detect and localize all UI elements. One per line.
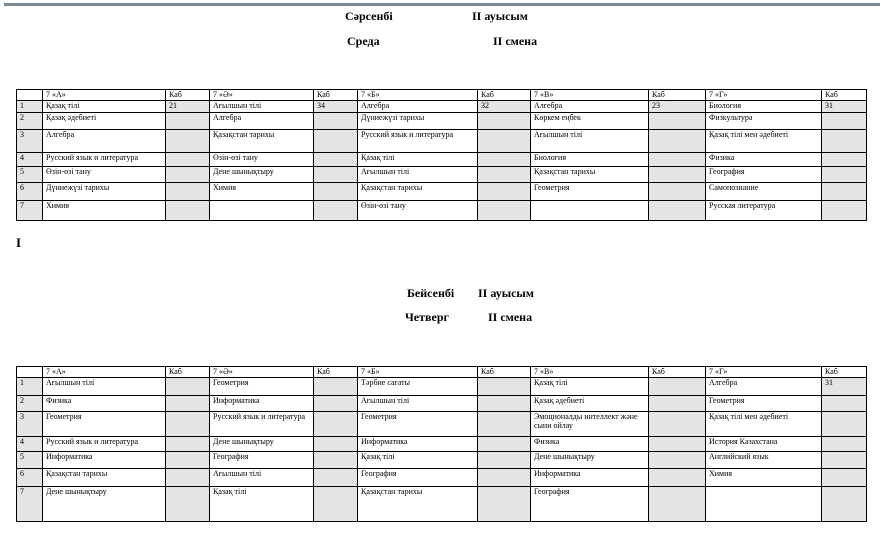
day1-ru-shift: II смена: [493, 34, 538, 48]
subject-cell: Геометрия: [210, 378, 314, 396]
text-cursor-mark: I: [16, 235, 22, 250]
header-cell-room: Каб: [649, 90, 706, 101]
subject-cell: Алгебра: [210, 113, 314, 130]
header-cell-class: 7 «Г»: [706, 367, 822, 378]
subject-cell: Қазақ тілі: [43, 101, 166, 113]
room-cell: [166, 452, 210, 469]
header-cell-class: 7 «Б»: [358, 367, 478, 378]
header-cell-class: 7 «В»: [531, 367, 649, 378]
room-cell: [314, 487, 358, 522]
subject-cell: Қазақ тілі мен әдебиеті: [706, 412, 822, 437]
room-cell: [649, 378, 706, 396]
subject-cell: География: [531, 487, 649, 522]
subject-cell: Биология: [706, 101, 822, 113]
header-cell-room: Каб: [822, 90, 867, 101]
subject-cell: Ағылшын тілі: [210, 101, 314, 113]
subject-cell: [210, 201, 314, 221]
subject-cell: Геометрия: [531, 183, 649, 201]
room-cell: [166, 130, 210, 153]
subject-cell: Физкультура: [706, 113, 822, 130]
room-cell: [314, 452, 358, 469]
room-cell: [822, 130, 867, 153]
subject-cell: Ағылшын тілі: [531, 130, 649, 153]
room-cell: [478, 396, 531, 412]
room-cell: [822, 452, 867, 469]
header-cell-class: 7 «В»: [531, 90, 649, 101]
header-cell-room: Каб: [478, 90, 531, 101]
lesson-number-cell: 1: [17, 101, 43, 113]
day2-kz-shift: II ауысым: [478, 286, 534, 300]
room-cell: [166, 183, 210, 201]
schedule-table-day1: [16, 89, 867, 221]
room-cell: 21: [166, 101, 210, 113]
lesson-number-cell: 5: [17, 167, 43, 183]
subject-cell: География: [210, 452, 314, 469]
subject-cell: Английский язык: [706, 452, 822, 469]
table-row: [17, 378, 867, 396]
room-cell: [649, 153, 706, 167]
subject-cell: Алгебра: [531, 101, 649, 113]
room-cell: [822, 153, 867, 167]
table-row: [17, 437, 867, 452]
header-cell-class: 7 «А»: [43, 367, 166, 378]
day2-ru-title: Четверг: [405, 310, 449, 324]
room-cell: [478, 378, 531, 396]
subject-cell: Ағылшын тілі: [43, 378, 166, 396]
room-cell: [478, 183, 531, 201]
header-cell-class: 7 «Г»: [706, 90, 822, 101]
lesson-number-cell: 7: [17, 201, 43, 221]
room-cell: [166, 396, 210, 412]
room-cell: [166, 153, 210, 167]
subject-cell: Физика: [706, 153, 822, 167]
room-cell: [649, 201, 706, 221]
header-cell-number: [17, 367, 43, 378]
day1-kz-shift: II ауысым: [472, 9, 528, 23]
subject-cell: Қазақстан тарихы: [358, 487, 478, 522]
lesson-number-cell: 3: [17, 130, 43, 153]
room-cell: [314, 469, 358, 487]
room-cell: [822, 487, 867, 522]
table-row: [17, 183, 867, 201]
subject-cell: Химия: [706, 469, 822, 487]
room-cell: [478, 113, 531, 130]
subject-cell: Русская литература: [706, 201, 822, 221]
lesson-number-cell: 2: [17, 396, 43, 412]
subject-cell: Алгебра: [358, 101, 478, 113]
subject-cell: Эмоционалды интеллект және сыни ойлау: [531, 412, 649, 437]
table-row: [17, 469, 867, 487]
subject-cell: Информатика: [43, 452, 166, 469]
room-cell: [478, 412, 531, 437]
subject-cell: Дене шынықтыру: [531, 452, 649, 469]
room-cell: [314, 437, 358, 452]
subject-cell: История Казахстана: [706, 437, 822, 452]
subject-cell: Русский язык и литература: [43, 437, 166, 452]
subject-cell: Қазақ әдебиеті: [43, 113, 166, 130]
room-cell: [478, 487, 531, 522]
subject-cell: Дене шынықтыру: [43, 487, 166, 522]
room-cell: [822, 167, 867, 183]
table-row: [17, 412, 867, 437]
subject-cell: Тәрбие сағаты: [358, 378, 478, 396]
room-cell: [166, 437, 210, 452]
lesson-number-cell: 4: [17, 153, 43, 167]
room-cell: [314, 378, 358, 396]
room-cell: [478, 201, 531, 221]
room-cell: [649, 183, 706, 201]
header-cell-class: 7 «Б»: [358, 90, 478, 101]
room-cell: [649, 113, 706, 130]
subject-cell: Қазақстан тарихы: [358, 183, 478, 201]
subject-cell: Қазақ тілі: [358, 153, 478, 167]
subject-cell: Русский язык и литература: [358, 130, 478, 153]
room-cell: [822, 113, 867, 130]
subject-cell: Ағылшын тілі: [358, 167, 478, 183]
subject-cell: Геометрия: [358, 412, 478, 437]
table-row: [17, 130, 867, 153]
lesson-number-cell: 4: [17, 437, 43, 452]
subject-cell: Қазақ тілі: [531, 378, 649, 396]
room-cell: 31: [822, 378, 867, 396]
room-cell: [649, 437, 706, 452]
room-cell: [649, 412, 706, 437]
lesson-number-cell: 3: [17, 412, 43, 437]
header-cell-room: Каб: [166, 367, 210, 378]
room-cell: [822, 201, 867, 221]
subject-cell: География: [706, 167, 822, 183]
room-cell: [314, 201, 358, 221]
room-cell: [649, 487, 706, 522]
subject-cell: Ағылшын тілі: [210, 469, 314, 487]
room-cell: [822, 412, 867, 437]
subject-cell: Алгебра: [706, 378, 822, 396]
table-row: [17, 167, 867, 183]
table-row: [17, 487, 867, 522]
lesson-number-cell: 5: [17, 452, 43, 469]
room-cell: [649, 469, 706, 487]
room-cell: [478, 469, 531, 487]
subject-cell: Информатика: [210, 396, 314, 412]
room-cell: 31: [822, 101, 867, 113]
table-row: [17, 153, 867, 167]
room-cell: [822, 396, 867, 412]
room-cell: [166, 201, 210, 221]
room-cell: [478, 452, 531, 469]
room-cell: [314, 167, 358, 183]
lesson-number-cell: 6: [17, 469, 43, 487]
subject-cell: Самопознание: [706, 183, 822, 201]
subject-cell: Информатика: [531, 469, 649, 487]
room-cell: [649, 167, 706, 183]
subject-cell: Көркем еңбек: [531, 113, 649, 130]
top-border-line: [4, 3, 880, 6]
room-cell: [822, 437, 867, 452]
subject-cell: Өзін-өзі тану: [210, 153, 314, 167]
room-cell: [166, 113, 210, 130]
subject-cell: Биология: [531, 153, 649, 167]
room-cell: 23: [649, 101, 706, 113]
day2-kz-title: Бейсенбі: [407, 286, 455, 300]
room-cell: [649, 396, 706, 412]
table-row: [17, 113, 867, 130]
subject-cell: Қазақ тілі: [358, 452, 478, 469]
subject-cell: Қазақстан тарихы: [43, 469, 166, 487]
subject-cell: Қазақстан тарихы: [531, 167, 649, 183]
room-cell: [822, 183, 867, 201]
room-cell: [314, 412, 358, 437]
room-cell: [166, 469, 210, 487]
header-cell-number: [17, 90, 43, 101]
table-row: [17, 201, 867, 221]
room-cell: [314, 396, 358, 412]
room-cell: [478, 153, 531, 167]
schedule-table-day2: [16, 366, 867, 522]
room-cell: [314, 113, 358, 130]
subject-cell: Қазақ тілі мен әдебиеті: [706, 130, 822, 153]
header-cell-room: Каб: [649, 367, 706, 378]
header-cell-room: Каб: [822, 367, 867, 378]
subject-cell: Русский язык и литература: [210, 412, 314, 437]
room-cell: 32: [478, 101, 531, 113]
subject-cell: Қазақ әдебиеті: [531, 396, 649, 412]
room-cell: [478, 130, 531, 153]
room-cell: [822, 469, 867, 487]
subject-cell: Дүниежүзі тарихы: [358, 113, 478, 130]
subject-cell: Геометрия: [706, 396, 822, 412]
table-header-row: [17, 367, 867, 378]
header-cell-room: Каб: [478, 367, 531, 378]
lesson-number-cell: 2: [17, 113, 43, 130]
header-cell-class: 7 «А»: [43, 90, 166, 101]
subject-cell: Русский язык и литература: [43, 153, 166, 167]
header-cell-room: Каб: [314, 90, 358, 101]
table-header-row: [17, 90, 867, 101]
subject-cell: Дүниежүзі тарихы: [43, 183, 166, 201]
day1-ru-title: Среда: [347, 34, 380, 48]
header-cell-room: Каб: [166, 90, 210, 101]
room-cell: [649, 452, 706, 469]
subject-cell: Қазақ тілі: [210, 487, 314, 522]
subject-cell: [531, 201, 649, 221]
header-cell-class: 7 «Ә»: [210, 367, 314, 378]
lesson-number-cell: 1: [17, 378, 43, 396]
subject-cell: Информатика: [358, 437, 478, 452]
room-cell: [649, 130, 706, 153]
subject-cell: Химия: [43, 201, 166, 221]
subject-cell: Қазақстан тарихы: [210, 130, 314, 153]
room-cell: [314, 153, 358, 167]
subject-cell: [706, 487, 822, 522]
subject-cell: Физика: [43, 396, 166, 412]
subject-cell: География: [358, 469, 478, 487]
room-cell: [478, 437, 531, 452]
room-cell: [166, 167, 210, 183]
subject-cell: Өзін-өзі тану: [43, 167, 166, 183]
room-cell: [478, 167, 531, 183]
subject-cell: Дене шынықтыру: [210, 437, 314, 452]
room-cell: [314, 130, 358, 153]
room-cell: [166, 378, 210, 396]
subject-cell: Дене шынықтыру: [210, 167, 314, 183]
room-cell: [166, 487, 210, 522]
room-cell: [166, 412, 210, 437]
day1-kz-title: Сәрсенбі: [345, 9, 393, 23]
subject-cell: Физика: [531, 437, 649, 452]
day2-ru-shift: II смена: [488, 310, 533, 324]
room-cell: [314, 183, 358, 201]
header-cell-room: Каб: [314, 367, 358, 378]
header-cell-class: 7 «Ә»: [210, 90, 314, 101]
subject-cell: Өзін-өзі тану: [358, 201, 478, 221]
table-row: [17, 452, 867, 469]
room-cell: 34: [314, 101, 358, 113]
lesson-number-cell: 7: [17, 487, 43, 522]
subject-cell: Алгебра: [43, 130, 166, 153]
lesson-number-cell: 6: [17, 183, 43, 201]
subject-cell: Химия: [210, 183, 314, 201]
table-row: [17, 396, 867, 412]
table-row: [17, 101, 867, 113]
subject-cell: Геометрия: [43, 412, 166, 437]
subject-cell: Ағылшын тілі: [358, 396, 478, 412]
